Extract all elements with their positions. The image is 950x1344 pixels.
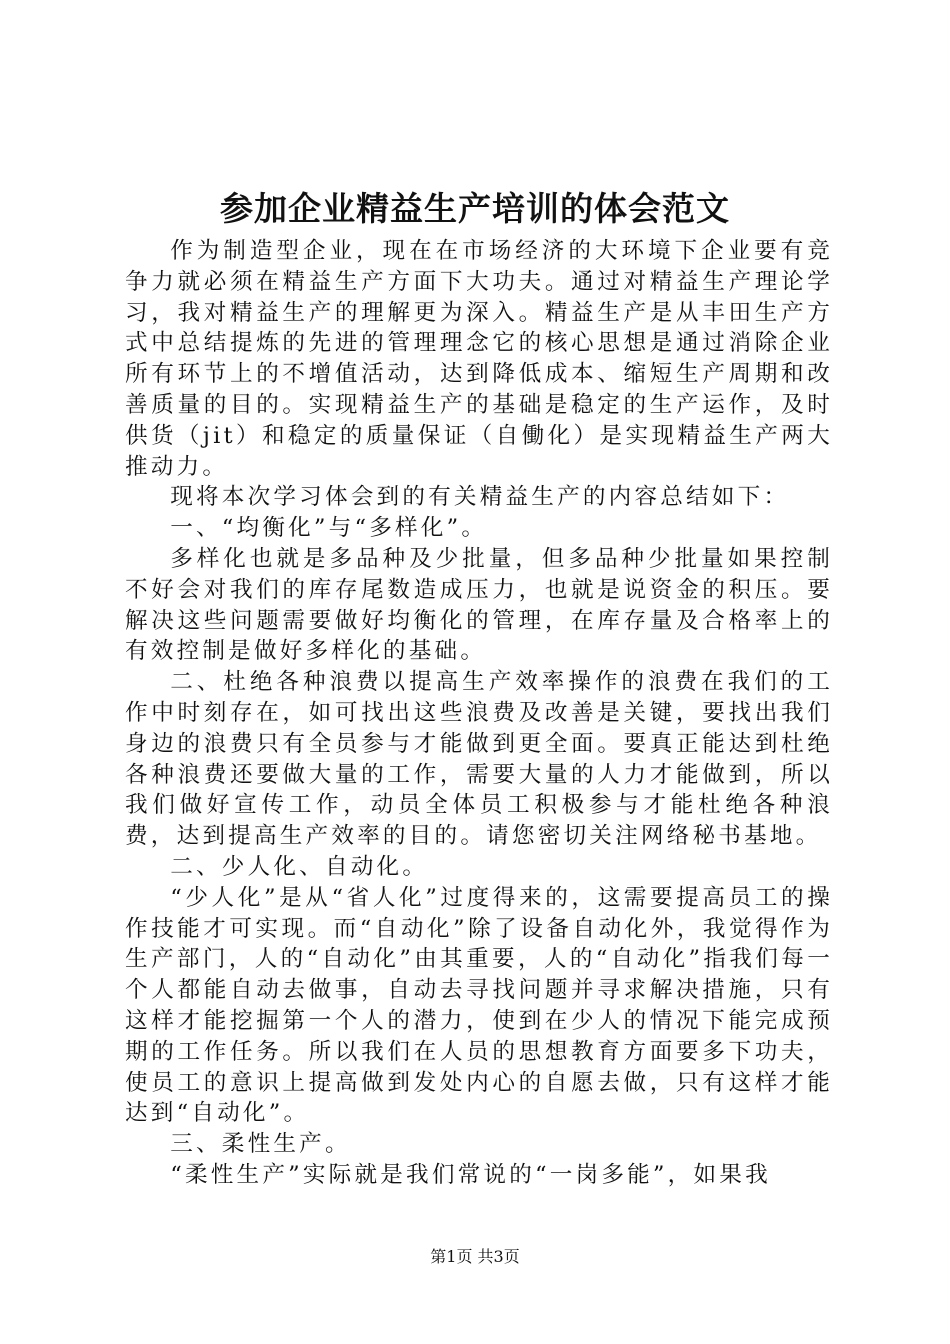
page-number-footer: 第1页 共3页	[430, 1247, 520, 1266]
section-heading-3: 三、柔性生产。	[170, 1131, 351, 1158]
section-heading-1: 一、“均衡化”与“多样化”。	[170, 515, 488, 542]
paragraph-diversification: 多样化也就是多品种及少批量，但多品种少批量如果控制不好会对我们的库存尾数造成压力，也就是说资金的积压。要解决这些问题需要做好均衡化的管理，在库存量及合格率上的有效控制是做好多样化的基础。	[125, 545, 833, 665]
paragraph-flexible-production: “柔性生产”实际就是我们常说的“一岗多能”，如果我	[170, 1161, 771, 1188]
section-heading-2: 二、少人化、自动化。	[170, 853, 429, 880]
document-title: 参加企业精益生产培训的体会范文	[220, 189, 730, 228]
paragraph-summary-lead: 现将本次学习体会到的有关精益生产的内容总结如下：	[170, 484, 790, 511]
document-body	[125, 236, 833, 1191]
paragraph-waste: 二、杜绝各种浪费以提高生产效率操作的浪费在我们的工作中时刻存在，如可找出这些浪费及改善是关键，要找出我们身边的浪费只有全员参与才能做到更全面。要真正能达到杜绝各种浪费还要做大量的工作，需要大量的人力才能做到，所以我们做好宣传工作，动员全体员工积极参与才能杜绝各种浪费，达到提高生产效率的目的。请您密切关注网络秘书基地。	[125, 669, 833, 850]
paragraph-intro: 作为制造型企业，现在在市场经济的大环境下企业要有竞争力就必须在精益生产方面下大功夫。通过对精益生产理论学习，我对精益生产的理解更为深入。精益生产是从丰田生产方式中总结提炼的先进的管理理念它的核心思想是通过消除企业所有环节上的不增值活动，达到降低成本、缩短生产周期和改善质量的目的。实现精益生产的基础是稳定的生产运作，及时供货（jit）和稳定的质量保证（自働化）是实现精益生产两大推动力。	[125, 238, 833, 480]
paragraph-automation: “少人化”是从“省人化”过度得来的，这需要提高员工的操作技能才可实现。而“自动化”除了设备自动化外，我觉得作为生产部门，人的“自动化”由其重要，人的“自动化”指我们每一个人都能自动去做事，自动去寻找问题并寻求解决措施，只有这样才能挖掘第一个人的潜力，使到在少人的情况下能完成预期的工作任务。所以我们在人员的思想教育方面要多下功夫，使员工的意识上提高做到发处内心的自愿去做，只有这样才能达到“自动化”。	[125, 884, 833, 1127]
